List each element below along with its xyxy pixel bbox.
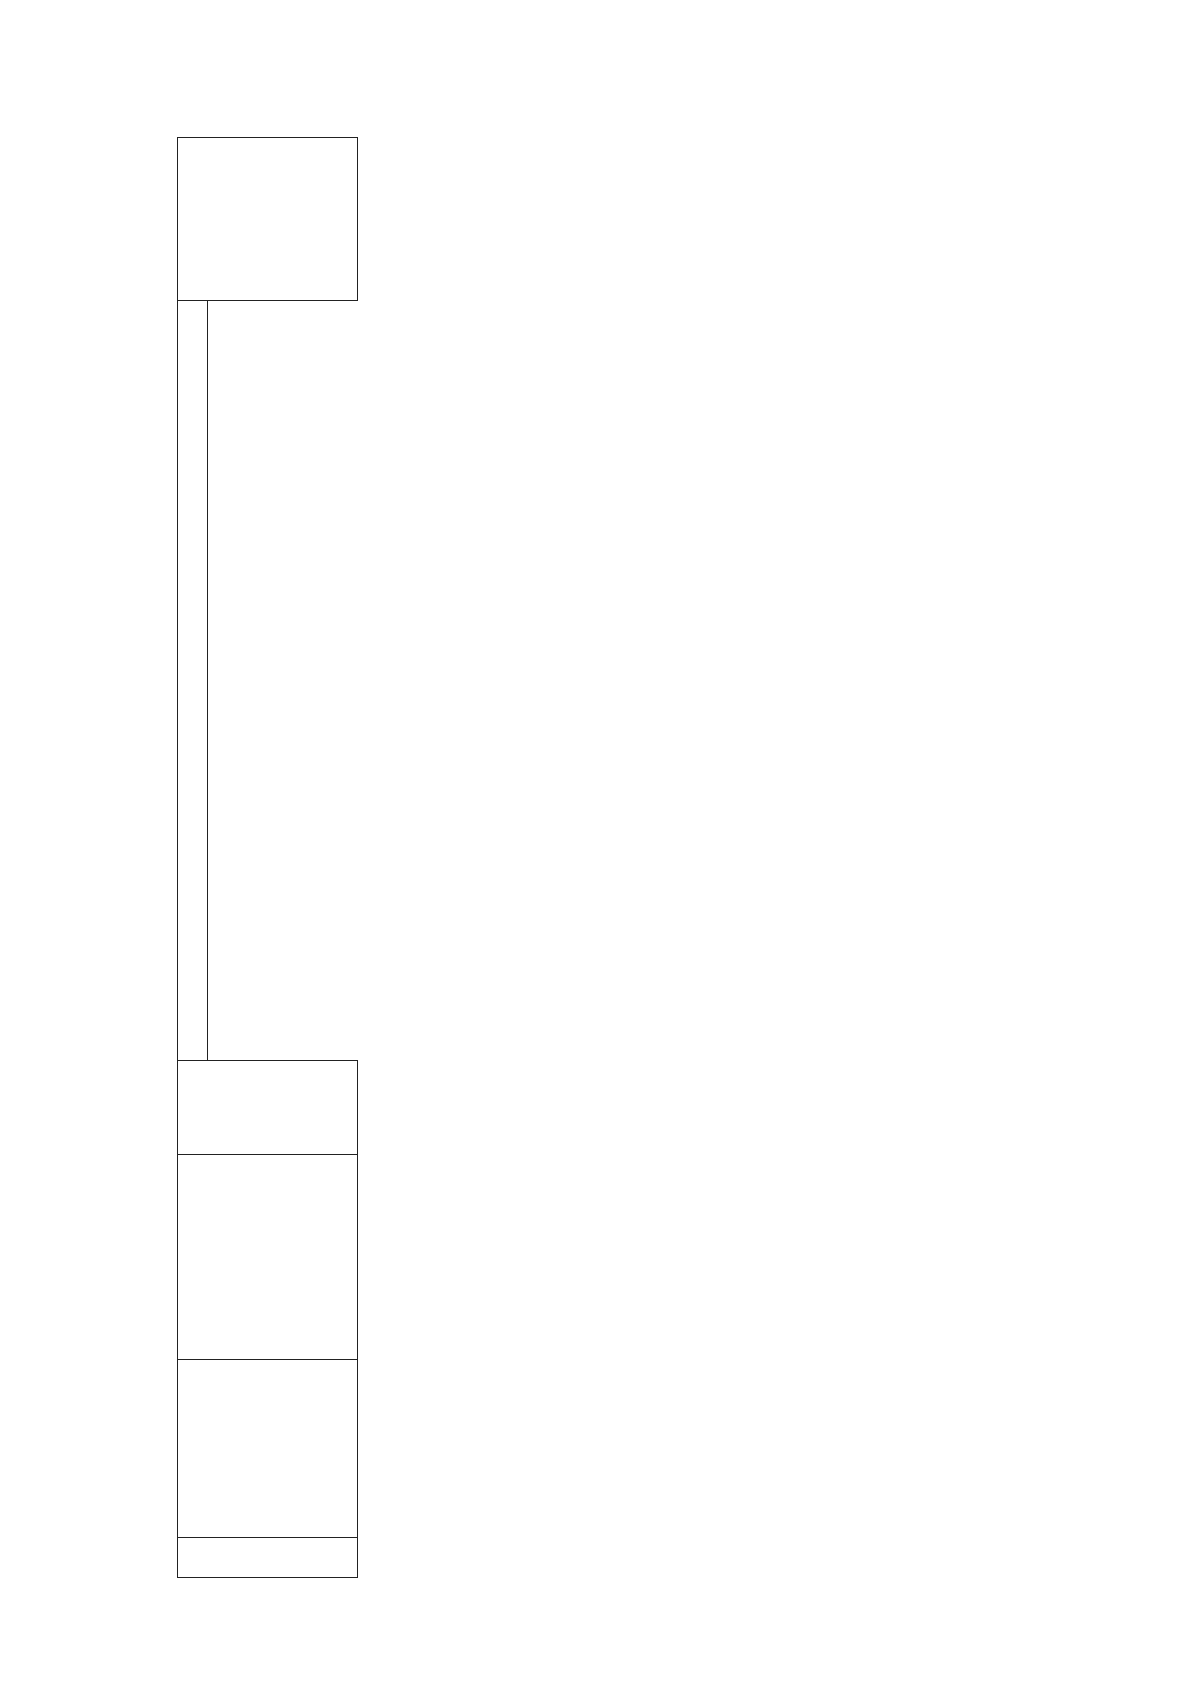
- header-unit: [178, 1061, 358, 1155]
- rotated-table-container: [177, 138, 1032, 1578]
- header-source: [178, 1155, 358, 1360]
- header-indicator: [178, 1360, 358, 1538]
- header-total: [178, 137, 358, 300]
- header-no: [178, 1538, 358, 1578]
- program-indicators-table: [177, 137, 1032, 1578]
- header-years-group: [178, 300, 208, 1060]
